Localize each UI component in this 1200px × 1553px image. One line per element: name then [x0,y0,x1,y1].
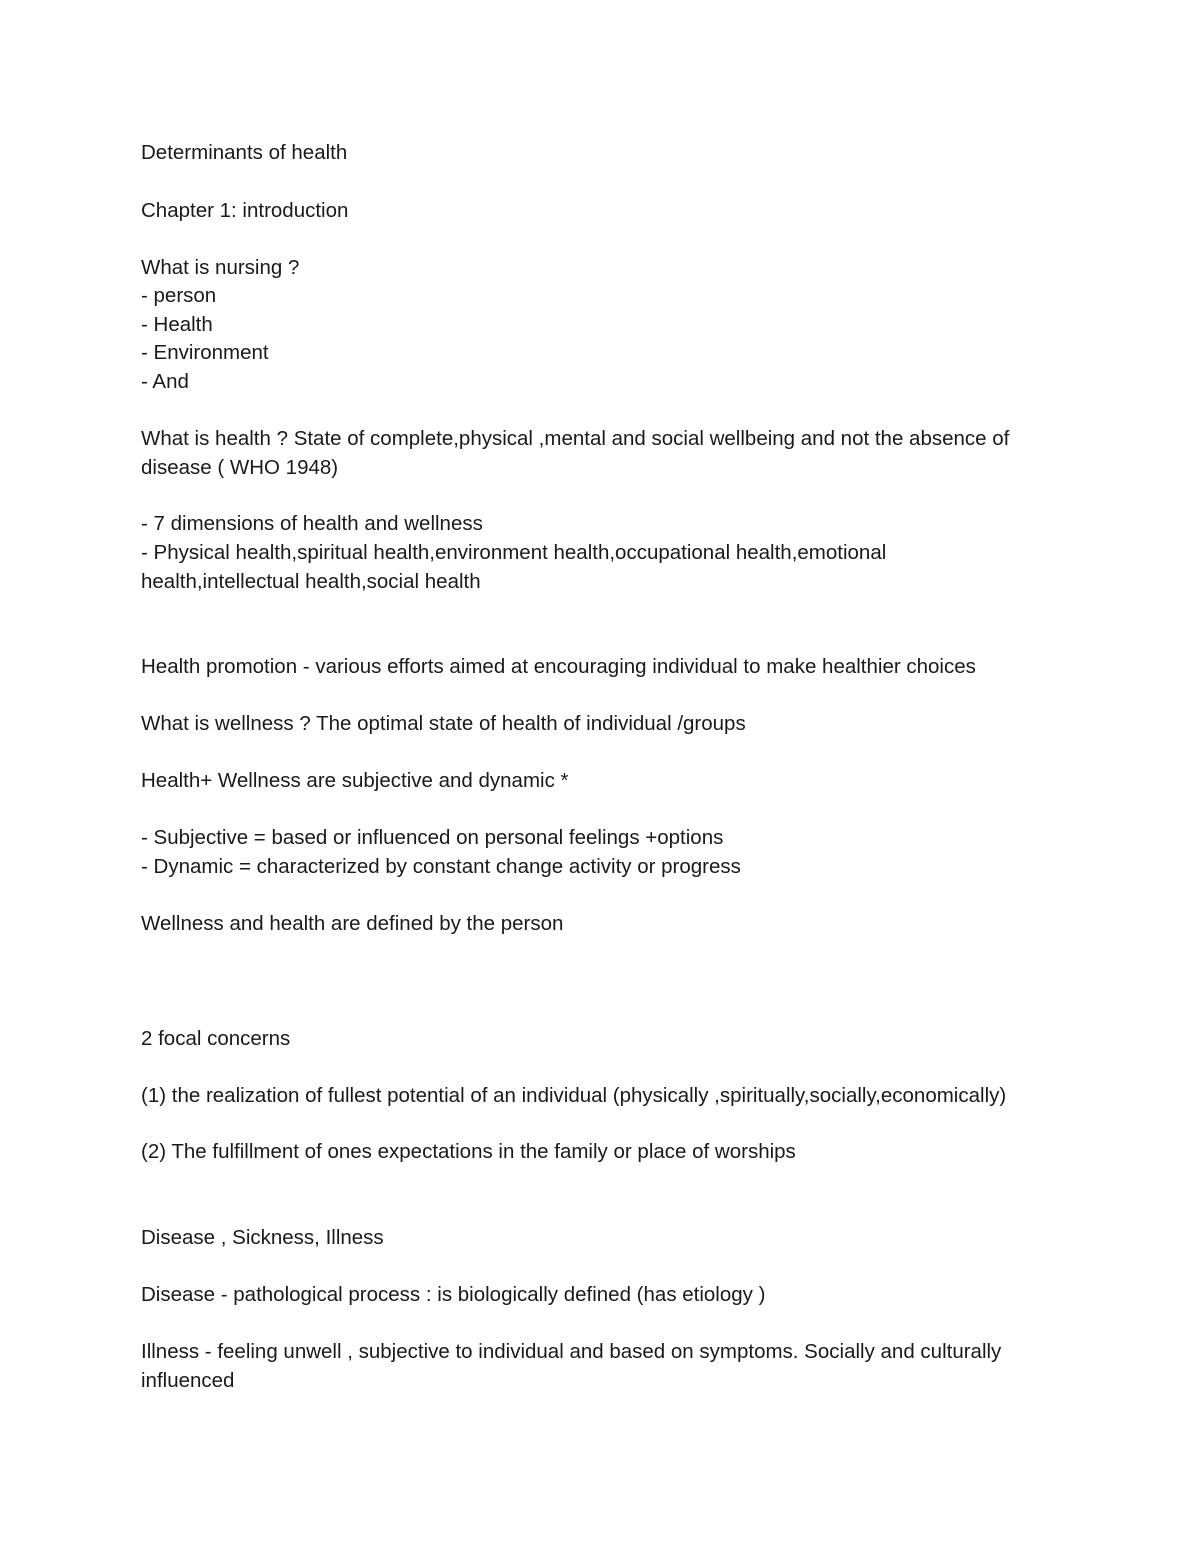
subjective-definition: - Subjective = based or influenced on personal feelings +options [141,826,724,849]
health-definition: What is health ? State of complete,physical ,mental and social wellbeing and not the absence of disease ( WHO 1948) [141,427,1010,479]
chapter-heading: Chapter 1: introduction [141,199,349,222]
illness-definition: Illness - feeling unwell , subjective to individual and based on symptoms. Socially and culturally influenced [141,1340,1002,1392]
dynamic-definition: - Dynamic = characterized by constant change activity or progress [141,855,741,878]
disease-definition: Disease - pathological process : is biologically defined (has etiology ) [141,1283,766,1306]
document-title: Determinants of health [141,141,348,164]
disease-section-heading: Disease , Sickness, Illness [141,1226,384,1249]
dimensions-heading: - 7 dimensions of health and wellness [141,512,483,535]
wellness-definition: What is wellness ? The optimal state of health of individual /groups [141,712,746,735]
dimensions-list: - Physical health,spiritual health,environment health,occupational health,emotional health,intellectual health,social health [141,541,887,593]
list-item: - Health [141,313,213,336]
focal-concern-2: (2) The fulfillment of ones expectations in the family or place of worships [141,1140,796,1163]
focal-concerns-heading: 2 focal concerns [141,1027,291,1050]
focal-concern-1: (1) the realization of fullest potential of an individual (physically ,spiritually,socially,economically) [141,1084,1007,1107]
nursing-question: What is nursing ? [141,256,300,279]
list-item: - Environment [141,341,269,364]
health-promotion: Health promotion - various efforts aimed at encouraging individual to make healthier choices [141,655,976,678]
list-item: - And [141,370,189,393]
list-item: - person [141,284,217,307]
subjective-dynamic-heading: Health+ Wellness are subjective and dynamic * [141,769,569,792]
defined-by-person: Wellness and health are defined by the person [141,912,564,935]
